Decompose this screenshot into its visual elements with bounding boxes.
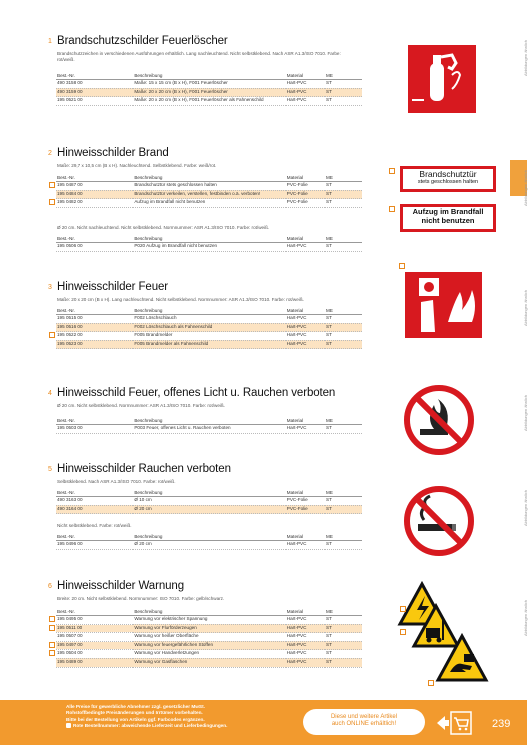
product-table: Best.-Nr. Beschreibung Material ME 195 0503 00 P003 Feuer, offenes Licht u. Rauchen verboten Hart-PVC ST bbox=[56, 416, 362, 434]
marker-icon bbox=[389, 206, 395, 212]
product-table: Best.-Nr. Beschreibung Material ME 490 3158 00 Maße: 15 x 15 cm (B x H), F001 Feuerlöscher Hart-PVC ST 490 3159 00 Maße: 20 x 20 cm (B x H), F001 Feuerlöscher Hart-PVC ST 195 0521 00 Maße: 20 x 20 cm (B x H), F001 Feuerlöscher als Fahnenschild Hart-PVC ST bbox=[56, 71, 362, 106]
table-row[interactable]: 195 0484 00 Brandschutztür verkeilen, verstellen, festbinden o.ä. verboten! PVC-Folie ST bbox=[56, 190, 362, 199]
section-number: 5 bbox=[48, 466, 52, 473]
table-row[interactable]: 490 3163 00 Ø 10 cm PVC-Folie ST bbox=[56, 497, 362, 506]
side-label: Abbildungen ähnlich bbox=[523, 290, 528, 327]
info-icon bbox=[66, 723, 71, 728]
table-row[interactable]: 195 0516 00 F002 Löschschlauch als Fahnenschild Hart-PVC ST bbox=[56, 323, 362, 332]
table-row[interactable]: 195 0497 00 Warnung vor feuergefährlichen Stoffen Hart-PVC ST bbox=[56, 641, 362, 650]
marker-icon bbox=[389, 168, 395, 174]
shopping-cart-icon[interactable] bbox=[437, 710, 471, 736]
section-description: Breite: 20 cm. Nicht selbstklebend. Normnummer: ISO 7010. Farbe: gelb/schwarz. bbox=[57, 596, 225, 601]
table-row[interactable]: 195 0507 00 Warnung vor heißer Oberfläche Hart-PVC ST bbox=[56, 633, 362, 642]
marker-icon bbox=[49, 650, 55, 656]
side-label: Abbildungen ähnlich bbox=[523, 40, 528, 77]
marker-icon bbox=[428, 680, 434, 686]
section-description: Ø 20 cm. Nicht selbstklebend. Normnummer: ASR A1.3/ISO 7010. Farbe: rot/weiß. bbox=[57, 403, 225, 408]
table-row[interactable]: 195 0515 00 F002 Löschschlauch Hart-PVC ST bbox=[56, 315, 362, 324]
table-row[interactable]: 490 3164 00 Ø 20 cm PVC-Folie ST bbox=[56, 505, 362, 514]
footer-notes: Alle Preise für gewerbliche Abnehmer zzgl. gesetzlicher MwSt. Rohstoffbedingte Preisänderungen und Irrtümer vorbehalten. Bitte bei der Bestellung von Artikeln ggf. Farbcodes ergänzen. Rote Bestellnummer: abweichende Lieferzeit und Lieferbedingungen. bbox=[66, 704, 228, 728]
section-title: Hinweisschilder Brand bbox=[57, 147, 169, 159]
table-row[interactable]: 195 0504 00 Warnung vor Handverletzungen Hart-PVC ST bbox=[56, 650, 362, 659]
product-table: Best.-Nr. Beschreibung Material ME 490 3163 00 Ø 10 cm PVC-Folie ST 490 3164 00 Ø 20 cm PVC-Folie ST bbox=[56, 488, 362, 514]
product-table: Best.-Nr. Beschreibung Material ME 195 0495 00 Warnung vor elektrischer Spannung Hart-PVC ST 195 0511 00 Warnung vor Flurförderzeugen Hart-PVC ST 195 0507 00 Warnung vor heißer Oberfläche Hart-PVC ST 195 0497 00 Warnung vor feuergefährlichen Stoffen Hart-PVC ST 195 0504 00 Warnung vor Handverletzungen Hart-PVC ST 195 0489 00 Warnung vor Gasflaschen Hart-PVC ST bbox=[56, 607, 362, 668]
side-label: Abbildungen ähnlich bbox=[523, 490, 528, 527]
table-row[interactable]: 195 0523 00 F005 Brandmelder als Fahnenschild Hart-PVC ST bbox=[56, 340, 362, 349]
section-title: Hinweisschilder Feuer bbox=[57, 281, 169, 293]
marker-icon bbox=[49, 332, 55, 338]
table-row[interactable]: 195 0487 00 Brandschutztür stets geschlossen halten PVC-Folie ST bbox=[56, 182, 362, 191]
table-row[interactable]: 195 0506 00 P020 Aufzug im Brandfall nicht benutzen Hart-PVC ST bbox=[56, 243, 362, 252]
section-title: Hinweisschild Feuer, offenes Licht u. Rauchen verboten bbox=[57, 387, 336, 399]
table-row[interactable]: 195 0496 00 Ø 20 cm Hart-PVC ST bbox=[56, 541, 362, 550]
marker-icon bbox=[400, 629, 406, 635]
section-title: Hinweisschilder Warnung bbox=[57, 580, 185, 592]
hand-injury-warning-sign-icon bbox=[436, 634, 488, 682]
marker-icon bbox=[49, 625, 55, 631]
table-row[interactable]: 195 0511 00 Warnung vor Flurförderzeugen Hart-PVC ST bbox=[56, 624, 362, 633]
side-label: Abbildungen ähnlich bbox=[523, 395, 528, 432]
table-row[interactable]: 195 0489 00 Warnung vor Gasflaschen Hart-PVC ST bbox=[56, 658, 362, 667]
product-table: Best.-Nr. Beschreibung Material ME 195 0515 00 F002 Löschschlauch Hart-PVC ST 195 0516 00 F002 Löschschlauch als Fahnenschild Hart-PVC ST 195 0522 00 F005 Brandmelder Hart-PVC ST 195 0523 00 F005 Brandmelder als Fahnenschild Hart-PVC ST bbox=[56, 306, 362, 349]
marker-icon bbox=[49, 199, 55, 205]
product-table: Best.-Nr. Beschreibung Material ME 195 0506 00 P020 Aufzug im Brandfall nicht benutzen Hart-PVC ST bbox=[56, 234, 362, 252]
section-number: 3 bbox=[48, 284, 52, 291]
section-note: Ø 20 cm. Nicht nachleuchtend. Nicht selbstklebend. Normnummer: ASR A1.3/ISO 7010. Farbe: rot/weiß. bbox=[57, 225, 270, 230]
section-number: 6 bbox=[48, 583, 52, 590]
section-description: Maße: 20 x 20 cm (B x H). Lang nachleuchtend. Nicht selbstklebend. Normnummer: ASR A1.3/ISO 7010. Farbe: rot/weiß. bbox=[57, 297, 304, 302]
table-row[interactable]: 490 3158 00 Maße: 15 x 15 cm (B x H), F001 Feuerlöscher Hart-PVC ST bbox=[56, 80, 362, 89]
section-description: Selbstklebend. Nach ASR A1.3/ISO 7010. Farbe: rot/weiß. bbox=[57, 479, 176, 484]
section-title: Hinweisschilder Rauchen verboten bbox=[57, 463, 231, 475]
marker-icon bbox=[399, 263, 405, 269]
section-number: 4 bbox=[48, 390, 52, 397]
marker-icon bbox=[49, 182, 55, 188]
marker-icon bbox=[49, 642, 55, 648]
side-label: Abbildungen ähnlich bbox=[523, 600, 528, 637]
table-row[interactable]: 195 0495 00 Warnung vor elektrischer Spannung Hart-PVC ST bbox=[56, 616, 362, 625]
table-row[interactable]: 195 0482 00 Aufzug im Brandfall nicht benutzen PVC-Folie ST bbox=[56, 199, 362, 208]
section-title: Brandschutzschilder Feuerlöscher bbox=[57, 35, 228, 47]
online-cta-text[interactable]: Diese und weitere Artikel auch ONLINE erhältlich! bbox=[330, 714, 398, 727]
product-table: Best.-Nr. Beschreibung Material ME 195 0496 00 Ø 20 cm Hart-PVC ST bbox=[56, 532, 362, 550]
fire-extinguisher-sign-icon bbox=[408, 45, 476, 113]
table-row[interactable]: 195 0503 00 P003 Feuer, offenes Licht u. Rauchen verboten Hart-PVC ST bbox=[56, 425, 362, 434]
section-number: 2 bbox=[48, 150, 52, 157]
section-note: Nicht selbstklebend. Farbe: rot/weiß. bbox=[57, 523, 132, 528]
brand-sign-1: Brandschutztür stets geschlossen halten bbox=[400, 166, 496, 192]
side-label: Abbildungen ähnlich bbox=[523, 170, 528, 207]
brand-sign-2: Aufzug im Brandfall nicht benutzen bbox=[400, 204, 496, 232]
section-description: Brandschutzzeichen in verschiedenen Ausführungen erhältlich. Lang nachleuchtend. Nicht selbstklebend. Nach ASR A1.3/ISO 7010. Farbe: rot/weiß. bbox=[57, 51, 341, 62]
section-description: Maße: 29,7 x 10,5 cm (B x H). Nachleuchtend. Selbstklebend. Farbe: weiß/rot. bbox=[57, 163, 217, 168]
table-row[interactable]: 195 0522 00 F005 Brandmelder Hart-PVC ST bbox=[56, 332, 362, 341]
fire-hose-sign-icon bbox=[440, 272, 482, 338]
marker-icon bbox=[400, 606, 406, 612]
marker-icon bbox=[49, 616, 55, 622]
page-number: 239 bbox=[492, 718, 511, 730]
section-number: 1 bbox=[48, 38, 52, 45]
no-open-flame-sign-icon bbox=[404, 385, 474, 455]
table-row[interactable]: 195 0521 00 Maße: 20 x 20 cm (B x H), F001 Feuerlöscher als Fahnenschild Hart-PVC ST bbox=[56, 97, 362, 106]
table-row[interactable]: 490 3159 00 Maße: 20 x 20 cm (B x H), F001 Feuerlöscher Hart-PVC ST bbox=[56, 88, 362, 97]
product-table: Best.-Nr. Beschreibung Material ME 195 0487 00 Brandschutztür stets geschlossen halten PVC-Folie ST 195 0484 00 Brandschutztür verkeilen, verstellen, festbinden o.ä. verboten! PVC-Folie ST 195 0482 00 Aufzug im Brandfall nicht benutzen PVC-Folie ST bbox=[56, 173, 362, 208]
no-smoking-sign-icon bbox=[404, 486, 474, 556]
